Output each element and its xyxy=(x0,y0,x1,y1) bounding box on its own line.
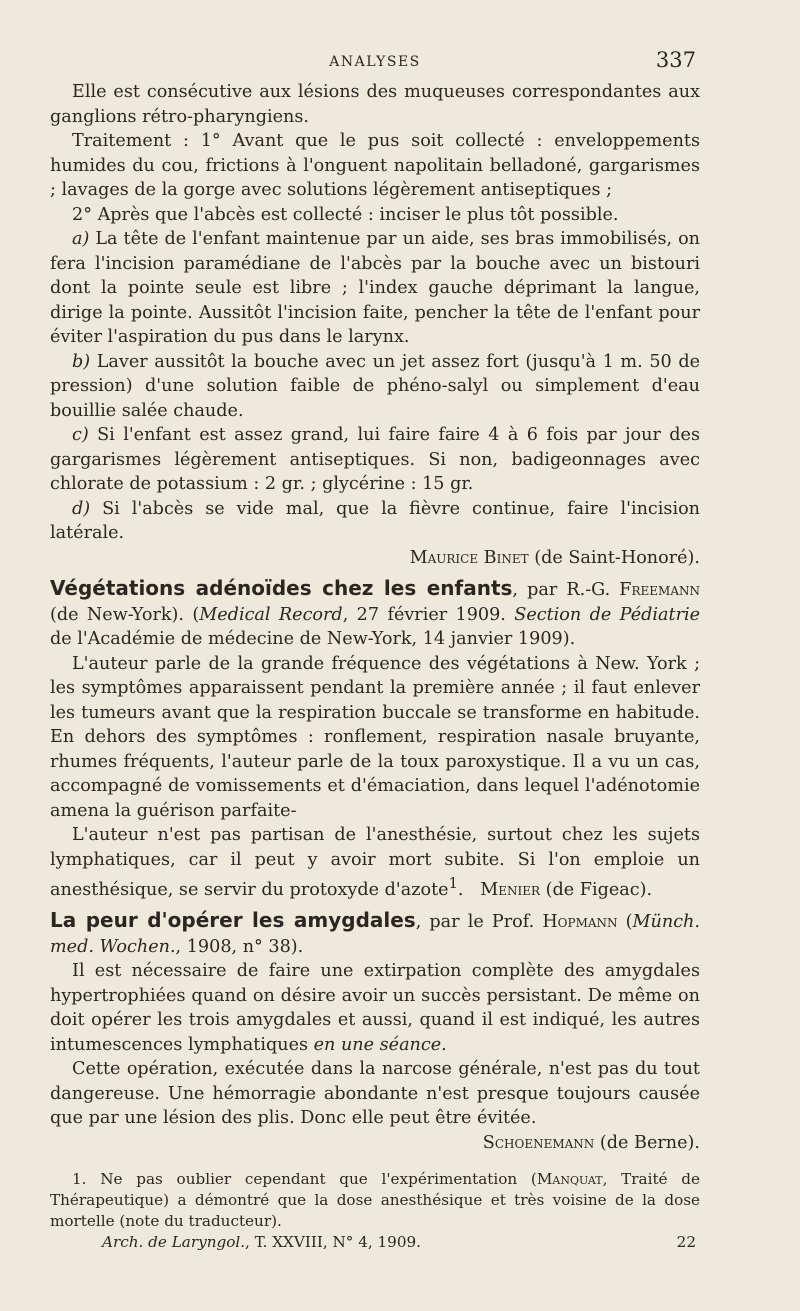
paragraph-text: La tête de l'enfant maintenue par un aide, ses bras immobilisés, on fera l'incision paramédiane de l'abcès par la bouche avec un bistouri dont la pointe seule est libre ; l'index gauche déprimant la langue, dirige la pointe. Aussitôt l'incision faite, pencher la tête de l'enfant pour éviter l'aspiration du pus dans le larynx. xyxy=(50,229,700,347)
signature-place: (de Saint-Honoré). xyxy=(528,547,700,568)
article-heading xyxy=(50,576,700,652)
page xyxy=(50,44,700,1255)
item-label: b) xyxy=(72,351,91,372)
page-footer xyxy=(50,1233,700,1255)
heading-text: , 27 février 1909. xyxy=(342,604,515,625)
article-title: La peur d'opérer les amygdales xyxy=(50,908,416,933)
footnote xyxy=(50,1169,700,1232)
paragraph-text: L'auteur n'est pas partisan de l'anesthésie, surtout chez les sujets lymphatiques, car il peut y avoir mort subite. Si l'on emploie un anesthésique, se servir du protoxyde d'azote xyxy=(50,825,700,900)
footnote-number: 1. xyxy=(72,1170,101,1189)
paragraph xyxy=(50,959,700,1057)
item-label: a) xyxy=(72,229,90,249)
paragraph: Traitement : 1° Avant que le pus soit collecté : enveloppements humides du cou, frictions à l'onguent napolitain belladoné, gargarismes ; lavages de la gorge avec solutions légèrement antiseptiques ; xyxy=(50,131,700,200)
paragraph: L'auteur parle de la grande fréquence des végétations à New. York ; les symptômes apparaissent pendant la première année ; il faut enlever les tumeurs avant que la respiration buccale se transforme en habitude. En dehors des symptômes : ronflement, respiration nasale bruyante, rhumes fréquents, l'auteur parle de la toux paroxystique. Il a vu un cas, accompagné de vomissements et d'émaciation, dans lequel l'adénotomie amena la guérison parfaite- xyxy=(50,653,700,821)
author-signature xyxy=(50,1131,700,1156)
item-label: c) xyxy=(72,425,89,445)
item-label: d) xyxy=(72,498,91,519)
page-number: 337 xyxy=(655,48,696,72)
paragraph: Cette opération, exécutée dans la narcose générale, n'est pas du tout dangereuse. Une hémorragie abondante n'est presque toujours causée que par une lésion des plis. Donc elle peut être évitée. xyxy=(50,1059,700,1129)
signature-name: Schoenemann xyxy=(482,1132,595,1153)
signature-name: Maurice Binet xyxy=(409,547,529,568)
paragraph-text: Il est nécessaire de faire une extirpation complète des amygdales hypertrophiées quand on désire avoir un succès persistant. De même on doit opérer les trois amygdales et aussi, quand il est indiqué, les autres intumescences lymphatiques xyxy=(50,961,700,1055)
section-adenoids xyxy=(50,576,700,902)
section-abscess-treatment xyxy=(50,80,700,570)
signature-name: Menier xyxy=(480,879,541,900)
heading-text: de l'Académie de médecine de New-York, 14 janvier 1909). xyxy=(50,629,576,649)
signature-place: (de Figeac). xyxy=(540,879,653,900)
paragraph xyxy=(50,497,700,546)
heading-text: (de New-York). ( xyxy=(50,604,200,625)
journal-name: Münch. med. Wochen. xyxy=(50,912,700,957)
heading-text: , 1908, n° 38). xyxy=(175,936,304,957)
paragraph: L'auteur n'est pas partisan de l'anesthésie, surtout chez les sujets lymphatiques, car il peut y avoir mort subite. Si l'on emploie un anesthésique, se servir du protoxyde d'azote$^1$. Menier (de Figeac). xyxy=(50,825,700,900)
footnote-mark: 1 xyxy=(448,875,458,892)
author-signature xyxy=(50,546,700,571)
section-name: Section de Pédiatrie xyxy=(514,604,701,625)
article-heading xyxy=(50,908,700,959)
paragraph-text: Si l'abcès se vide mal, que la fièvre continue, faire l'incision latérale. xyxy=(50,498,700,543)
page-header xyxy=(50,44,700,80)
heading-text: ( xyxy=(617,912,633,933)
journal-name: Arch. de Laryngol. xyxy=(102,1233,246,1252)
footnote-text xyxy=(50,1169,700,1232)
journal-reference xyxy=(102,1233,421,1251)
paragraph xyxy=(50,350,700,424)
paragraph: 2° Après que l'abcès est collecté : inciser le plus tôt possible. xyxy=(72,204,619,225)
section-tonsils xyxy=(50,908,700,1155)
running-head: ANALYSES xyxy=(329,54,421,70)
article-author: Freemann xyxy=(619,580,700,600)
journal-issue: , T. XXVIII, N° 4, 1909. xyxy=(245,1233,421,1252)
paragraph: Elle est consécutive aux lésions des muqueuses correspondantes aux ganglions rétro-pharyngiens. xyxy=(50,82,700,127)
footnote-part: Ne pas oublier cependant que l'expérimentation ( xyxy=(100,1170,537,1189)
paragraph-text: Laver aussitôt la bouche avec un jet assez fort (jusqu'à 1 m. 50 de pression) d'une solution faible de phéno-salyl ou simplement d'eau bouillie salée chaude. xyxy=(50,351,700,421)
paragraph-text: Si l'enfant est assez grand, lui faire faire 4 à 6 fois par jour des gargarismes légèrement antiseptiques. Si non, badigeonnages avec chlorate de potassium : 2 gr. ; glycérine : 15 gr. xyxy=(50,425,700,494)
paragraph xyxy=(50,423,700,497)
footnote-part: , Traité de Thérapeutique) a démontré que la dose anesthésique et très voisine de la dose mortelle (note du traducteur). xyxy=(50,1170,700,1231)
paragraph-text: . xyxy=(441,1034,447,1055)
paragraph xyxy=(50,227,700,350)
journal-name: Medical Record xyxy=(199,604,343,625)
signature-place: (de Berne). xyxy=(594,1132,700,1153)
heading-text: , par R.-G. xyxy=(512,580,620,600)
heading-text: , par le Prof. xyxy=(415,912,543,933)
emphasis: en une séance xyxy=(313,1034,442,1055)
article-author: Hopmann xyxy=(542,912,618,933)
sheet-number: 22 xyxy=(676,1233,696,1252)
article-title: Végétations adénoïdes chez les enfants xyxy=(50,576,513,600)
footnote-author: Manquat xyxy=(536,1170,603,1189)
